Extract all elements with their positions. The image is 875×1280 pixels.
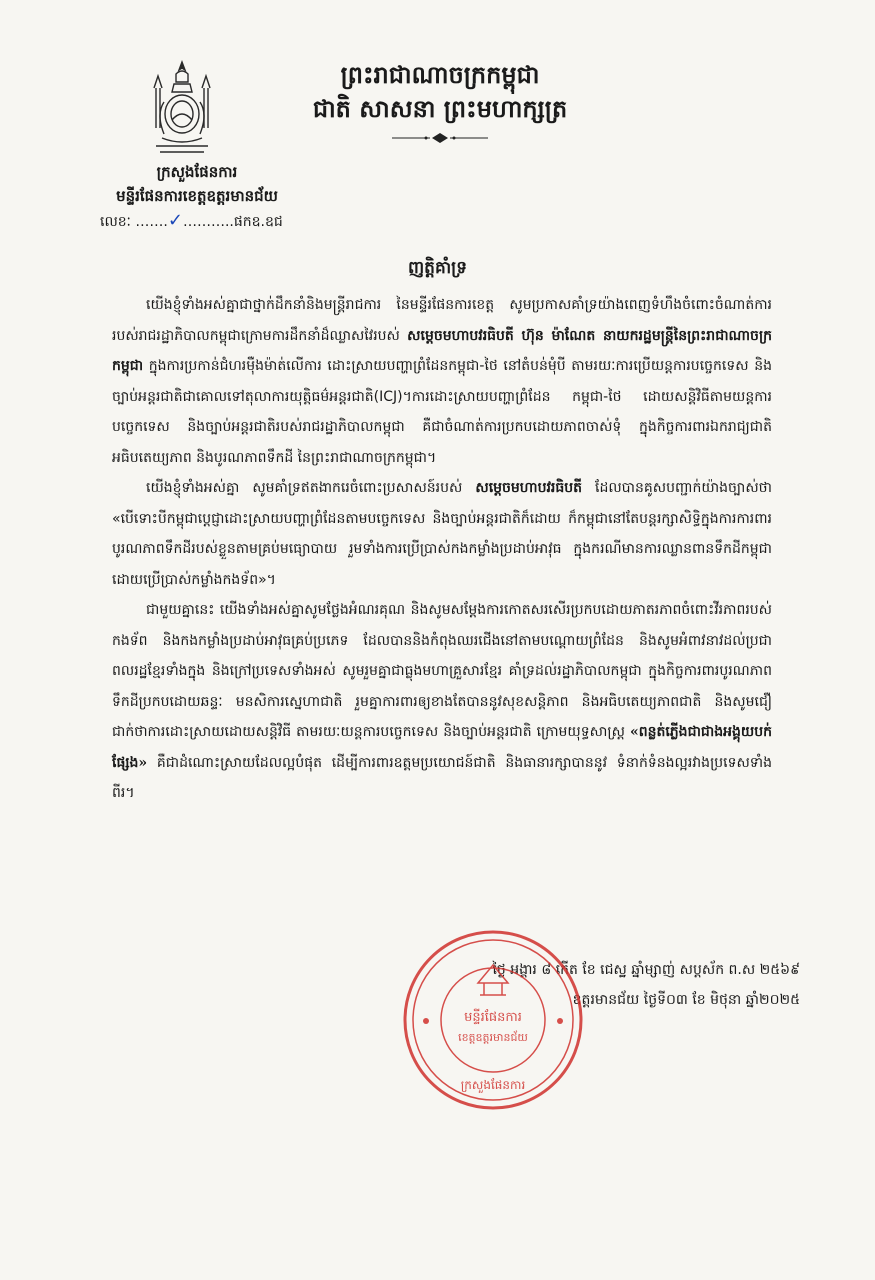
seal-text-inner-2: ខេត្តឧត្តរមានជ័យ: [458, 1031, 528, 1044]
document-title: ញត្តិគាំទ្រ: [407, 258, 468, 278]
ornament-divider-icon: [390, 132, 490, 144]
ref-dots-before: …….: [135, 214, 168, 230]
national-motto: ជាតិ សាសនា ព្រះមហាក្សត្រ: [312, 94, 568, 123]
p1-text-a: យើងខ្ញុំទាំងអស់គ្នាជាថ្នាក់ដឹកនាំនិងមន្ត្រីរាជការ នៃមន្ទីរផែនការខេត្ត សូមប្រកាសគាំទ្រយ៉ាងពេញទំហឹងចំពោះចំណាត់ការរបស់រាជរដ្ឋាភិបាលកម្ពុជាក្រោមការដឹកនាំដ៏ឈ្លាសវៃរបស់: [112, 297, 772, 344]
p1-bold: សម្តេចមហាបវរធិបតី ហ៊ុន ម៉ាណែត នាយករដ្ឋមន្ត្រីនៃព្រះរាជាណាចក្រកម្ពុជា: [112, 327, 772, 374]
reference-number: [82, 208, 312, 235]
paragraph-2: [112, 473, 772, 595]
p2-text-a: យើងខ្ញុំទាំងអស់គ្នា សូមគាំទ្រឥតងាករេចំពោះប្រសាសន៍របស់: [146, 480, 476, 496]
ref-label: លេខៈ: [100, 214, 131, 230]
ministry-name: ក្រសួងផែនការ: [156, 163, 238, 181]
p2-text-b: ដែលបានគូសបញ្ជាក់យ៉ាងច្បាស់ថា «បើទោះបីកម្ពុជាប្តេជ្ញាដោះស្រាយបញ្ហាព្រំដែនតាមបច្ចេកទេស និងច្បាប់អន្តរជាតិក៏ដោយ ក៏កម្ពុជានៅតែបន្តរក្សាសិទ្ធិក្នុងការការពារបូរណភាពទឹកដីរបស់ខ្លួនតាមគ្រប់មធ្យោបាយ រួមទាំងការប្រើប្រាស់កងកម្លាំងប្រដាប់អាវុធ ក្នុងករណីមានការឈ្លានពានទឹកដីកម្ពុជា ដោយប្រើប្រាស់កម្លាំងកងទ័ព»។: [112, 480, 773, 588]
p3-text-b: គឺជាដំណោះស្រាយដែលល្អបំផុត ដើម្បីការពារឧត្តមប្រយោជន៍ជាតិ និងធានារក្សាបាននូវ ទំនាក់ទំនងល្អរវាងប្រទេសទាំងពីរ។: [112, 754, 772, 801]
lunar-date: ថ្ងៃ អង្គារ ៨ កើត ខែ ជេស្ឋ ឆ្នាំម្សាញ់ សប្តស័ក ព.ស ២៥៦៩: [492, 962, 800, 978]
paragraph-3: [112, 595, 772, 809]
p1-text-b: ក្នុងការប្រកាន់ជំហរម៉ឺងម៉ាត់លើការ ដោះស្រាយបញ្ហាព្រំដែនកម្ពុជា-ថៃ នៅតំបន់មុំបី តាមរយៈការប្រើយន្តការបច្ចេកទេស និងច្បាប់អន្តរជាតិជាគោលទៅតុលាការយុត្តិធម៌អន្តរជាតិ(ICJ)។ការដោះស្រាយបញ្ហាព្រំដែន កម្ពុជា-ថៃ ដោយសន្តិវិធីតាមយន្តការបច្ចេកទេស និងច្បាប់អន្តរជាតិរបស់រាជរដ្ឋាភិបាលកម្ពុជា គឺជាចំណាត់ការប្រកបដោយភាពចាស់ទុំ ក្នុងកិច្ចការពារឯករាជ្យជាតិ អធិបតេយ្យភាព និងបូរណភាពទឹកដី នៃព្រះរាជាណាចក្រកម្ពុជា។: [112, 358, 772, 466]
document-body: [112, 290, 772, 809]
ref-dots-after: ………..: [182, 214, 234, 230]
seal-text-bottom: ក្រសួងផែនការ: [460, 1078, 526, 1092]
paragraph-1: [112, 290, 772, 473]
checkmark-icon: ✓: [167, 210, 183, 231]
department-name: មន្ទីរផែនការខេត្តឧត្តរមានជ័យ: [116, 187, 278, 205]
p2-bold: សម្តេចមហាបវរធិបតី: [475, 480, 582, 496]
kingdom-name: ព្រះរាជាណាចក្រកម្ពុជា: [340, 60, 540, 89]
ref-suffix: ផកឧ.ឧជ: [233, 214, 283, 230]
solar-date: ឧត្តរមានជ័យ ថ្ងៃទី០៣ ខែ មិថុនា ឆ្នាំ២០២៥: [572, 992, 800, 1008]
kingdom-header: [300, 58, 580, 148]
p3-bold: «ពន្លត់ភ្លើងជាជាងអង្គុយបក់ផ្សែង»: [112, 724, 772, 771]
ministry-block: [82, 160, 312, 235]
official-seal-stamp-icon: [398, 925, 588, 1115]
p3-text-a: ជាមួយគ្នានេះ យើងទាំងអស់គ្នាសូមថ្លែងអំណរគុណ និងសូមសម្តែងការកោតសរសើរប្រកបដោយភាតរភាពចំពោះវីរភាពរបស់កងទ័ព និងកងកម្លាំងប្រដាប់អាវុធគ្រប់ប្រភេទ ដែលបាននិងកំពុងឈរជើងនៅតាមបណ្តោយព្រំដែន និងសូមអំពាវនាវដល់ប្រជាពលរដ្ឋខ្មែរទាំងក្នុង និងក្រៅប្រទេសទាំងអស់ សូមរួមគ្នាជាធ្លុងមហាគ្រួសារខ្មែរ គាំទ្រដល់រដ្ឋាភិបាលកម្ពុជា ក្នុងកិច្ចការពារបូរណភាពទឹកដីប្រកបដោយឆន្ទៈ មនសិការស្នេហាជាតិ រួមគ្នាការពារឲ្យខាងតែបាននូវសុខសន្តិភាព និងអធិបតេយ្យភាពជាតិ និងសូមជឿជាក់ថាការដោះស្រាយដោយសន្តិវិធី តាមរយៈយន្តការបច្ចេកទេស និងច្បាប់អន្តរជាតិ ក្រោមយុទ្ធសាស្ត្រ: [112, 602, 772, 740]
seal-text-inner: មន្ទីរផែនការ: [464, 1010, 522, 1025]
royal-coat-of-arms-icon: [142, 58, 222, 158]
